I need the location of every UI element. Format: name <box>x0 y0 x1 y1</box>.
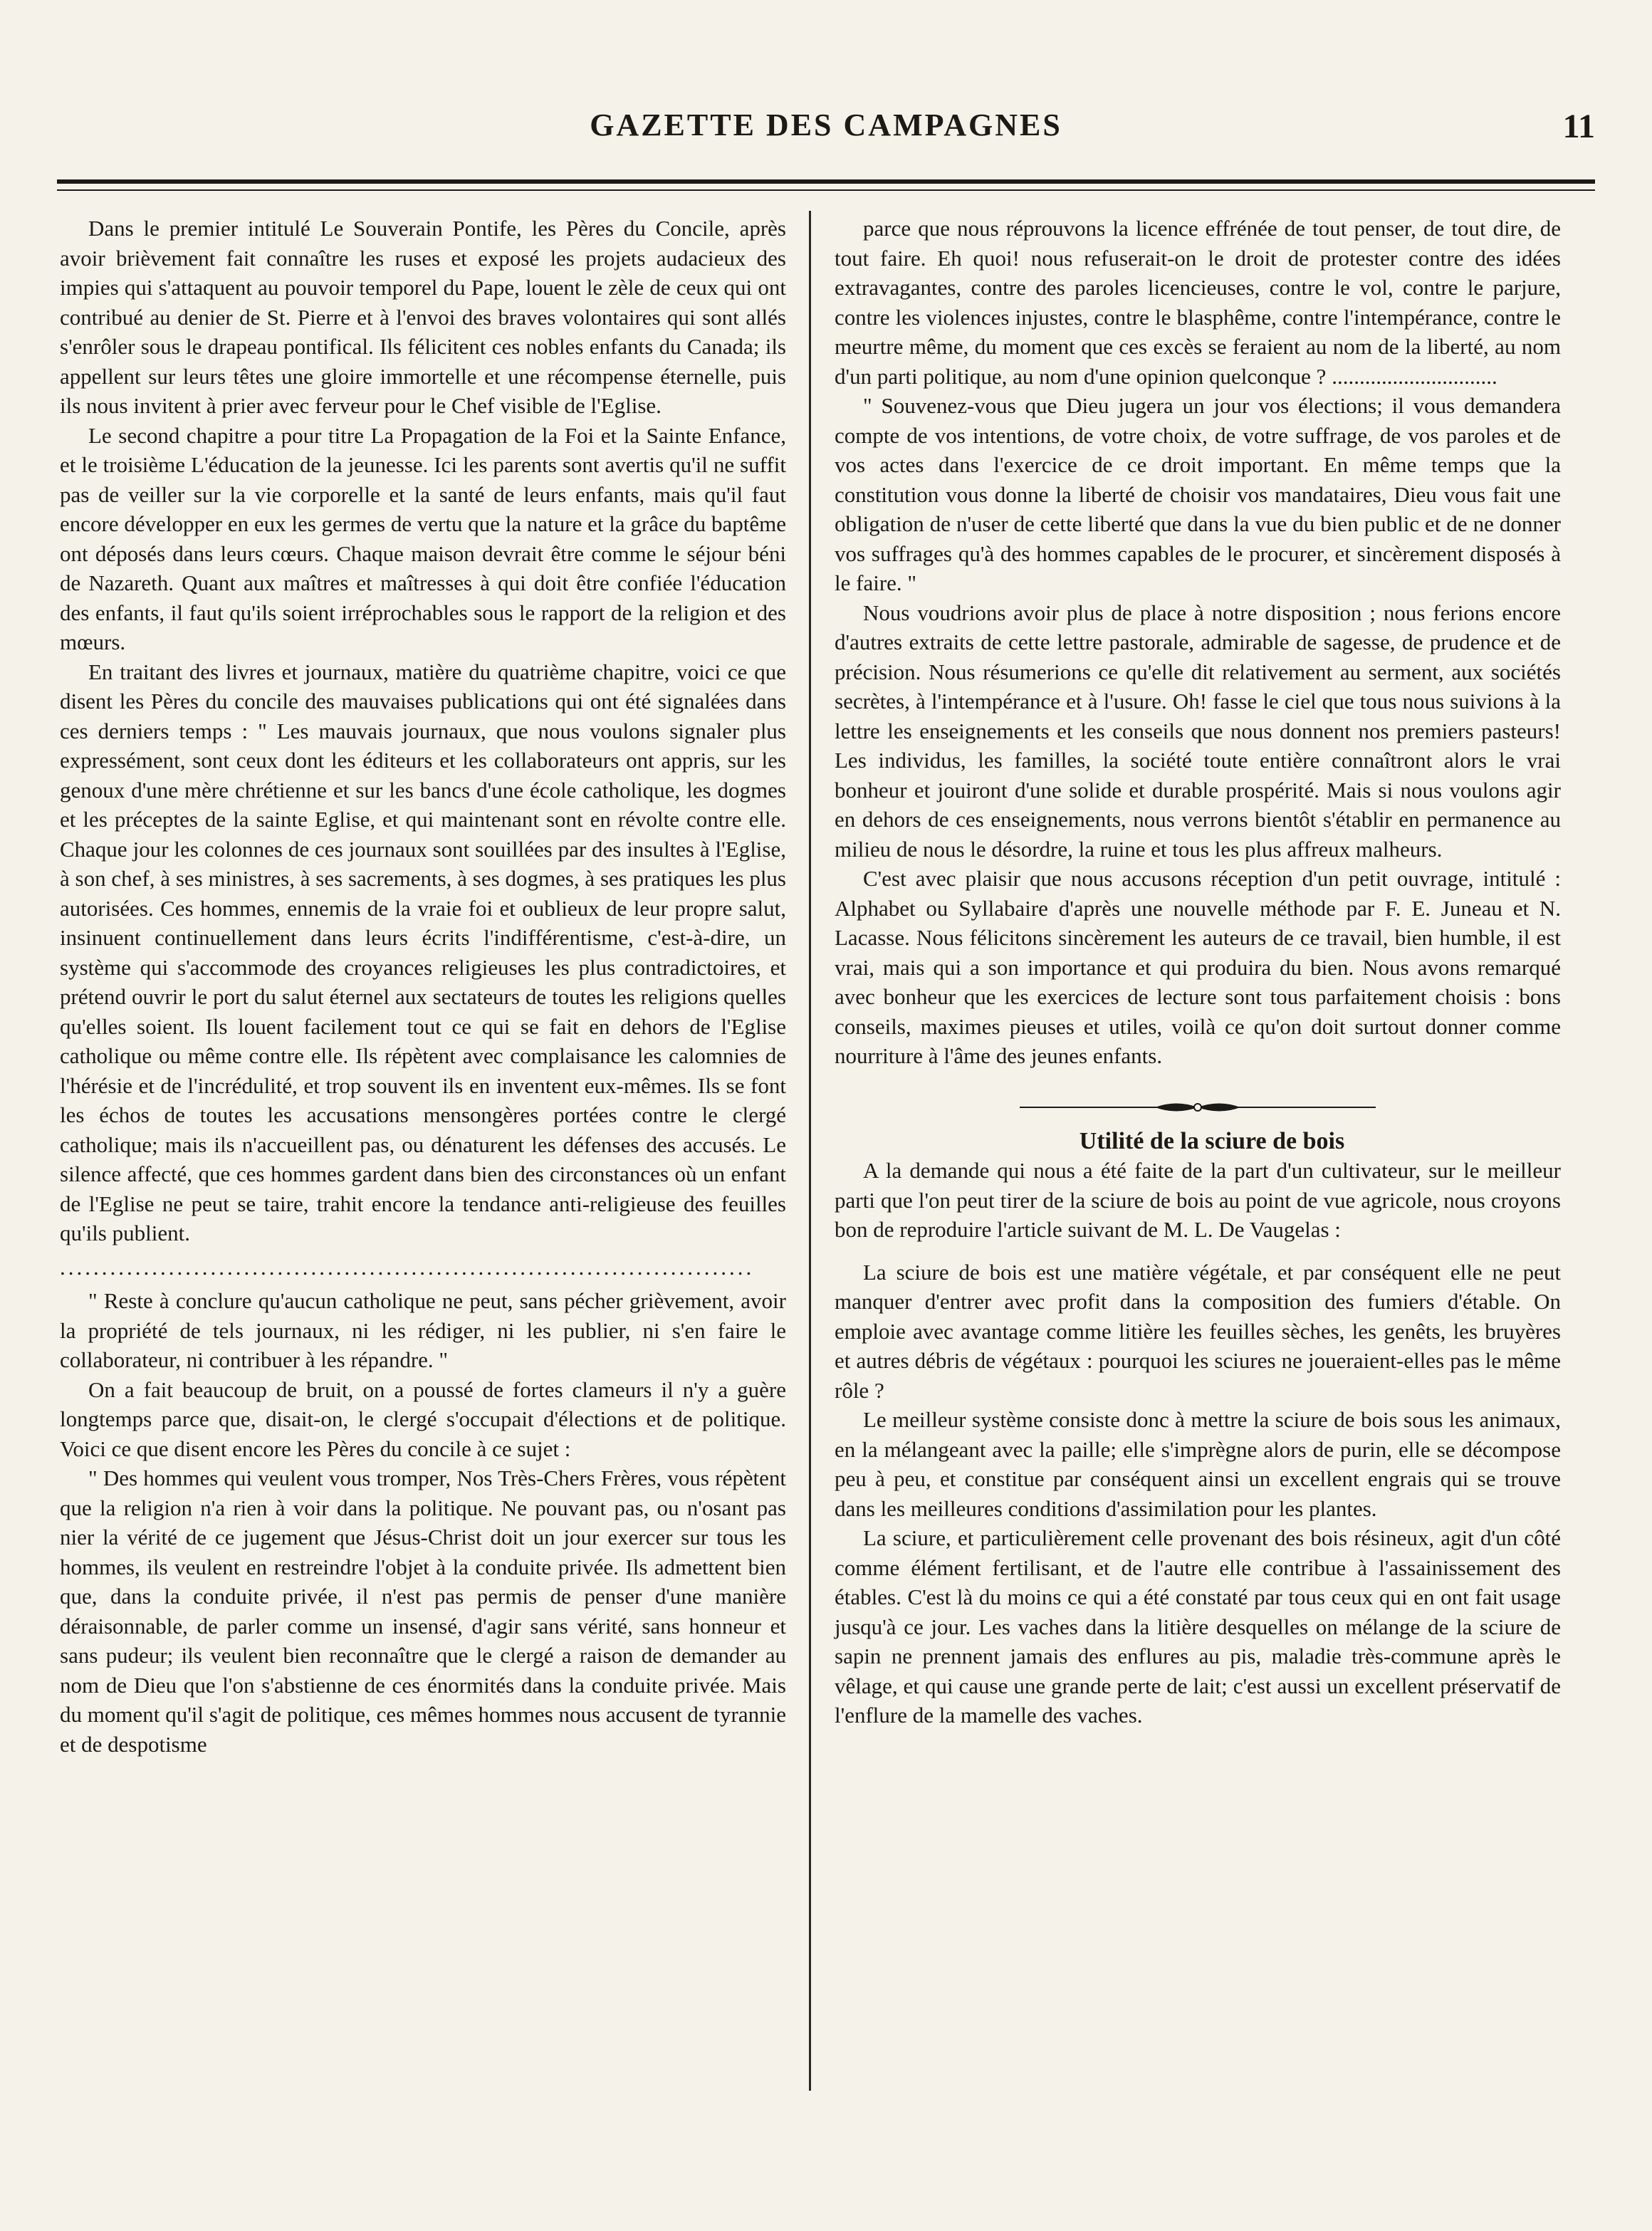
newspaper-title: GAZETTE DES CAMPAGNES <box>590 108 1062 142</box>
paragraph: A la demande qui nous a été faite de la part d'un cultivateur, sur le meilleur parti que l'on peut tirer de la sciure de bois au point de vue agricole, nous croyons bon de reproduire l'article suivant de M. L. De Vaugelas : <box>835 1158 1561 1242</box>
ellipsis-separator: ................................................................................... <box>60 1254 755 1280</box>
paragraph: parce que nous réprouvons la licence effrénée de tout penser, de tout dire, de tout faire. Eh quoi! nous refuserait-on le droit de protester contre des idées extravagantes, contre des paroles licencieuses, contre le vol, contre le parjure, contre les violences injustes, contre le blasphême, contre l'intempérance, contre le meurtre même, du moment que ces excès se feraient au nom de la liberté, au nom d'un parti politique, au nom d'une opinion quelconque ? .............................. <box>835 216 1561 389</box>
left-column <box>60 214 786 1759</box>
paragraph: La sciure, et particulièrement celle provenant des bois résineux, agit d'un côté comme élément fertilisant, et de l'autre elle contribue à l'assainissement des étables. C'est là du moins ce qui a été constaté par tous ceux qui en ont fait usage jusqu'à ce jour. Les vaches dans la litière desquelles on mélange de la sciure de sapin ne prennent jamais des enflures au pis, maladie très-commune après le vêlage, et qui cause une grande perte de lait; c'est aussi un excellent préservatif de l'enflure de la mamelle des vaches. <box>835 1525 1561 1728</box>
ornament-divider <box>1013 1098 1383 1117</box>
paragraph: " Des hommes qui veulent vous tromper, Nos Très-Chers Frères, vous répètent que la religion n'a rien à voir dans la politique. Ne pouvant pas, ou n'osant pas nier la vérité de ce jugement que Jésus-Christ doit un jour exercer sur tous les hommes, ils veulent en restreindre l'objet à la conduite privée. Ils admettent bien que, dans la conduite privée, il n'est pas permis de penser d'une manière déraisonnable, de parler comme un insensé, d'agir sans vérité, sans honneur et sans pudeur; ils veulent bien reconnaître que le clergé a raison de demander au nom de Dieu que l'on s'abstienne de ces énormités dans la conduite privée. Mais du moment qu'il s'agit de politique, ces mêmes hommes nous accusent de tyrannie et de despotisme <box>60 1465 786 1757</box>
paragraph: " Souvenez-vous que Dieu jugera un jour vos élections; il vous demandera compte de vos intentions, de votre choix, de votre suffrage, de vos paroles et de vos actes dans l'exercice de ce droit important. En même temps que la constitution vous donne la liberté de choisir vos mandataires, Dieu vous fait une obligation de n'user de cette liberté que dans la vue du bien public et de ne donner vos suffrages qu'à des hommes capables de le procurer, et sincèrement disposés à le faire. " <box>835 393 1561 595</box>
column-divider <box>809 211 811 2091</box>
paragraph: C'est avec plaisir que nous accusons réception d'un petit ouvrage, intitulé : Alphabet ou Syllabaire d'après une nouvelle méthode par F. E. Juneau et N. Lacasse. Nous félicitons sincèrement les auteurs de ce travail, bien humble, il est vrai, mais qui a son importance et qui produira du bien. Nous avons remarqué avec bonheur que les exercices de lecture sont tous parfaitement choisis : bons conseils, maximes pieuses et utiles, voilà ce qu'on doit surtout donner comme nourriture à l'âme des jeunes enfants. <box>835 866 1561 1068</box>
paragraph: Le meilleur système consiste donc à mettre la sciure de bois sous les animaux, en la mélangeant avec la paille; elle s'imprègne alors de purin, elle se décompose peu à peu, et constitue par conséquent ainsi un excellent engrais qui se trouve dans les meilleures conditions d'assimilation pour les plantes. <box>835 1407 1561 1521</box>
paragraph-gap <box>835 1245 1561 1258</box>
section-title: Utilité de la sciure de bois <box>1079 1127 1345 1154</box>
paragraph: On a fait beaucoup de bruit, on a poussé de fortes clameurs il n'y a guère longtemps parce que, disait-on, le clergé s'occupait d'élections et de politique. Voici ce que disent encore les Pères du concile à ce sujet : <box>60 1376 786 1461</box>
paragraph: La sciure de bois est une matière végétale, et par conséquent elle ne peut manquer d'entrer avec profit dans la composition des fumiers d'étable. On emploie avec avantage comme litière les feuilles sèches, les genêts, les bruyères et autres débris de végétaux : pourquoi les sciures ne joueraient-elles pas le même rôle ? <box>835 1259 1561 1403</box>
header-rule-thick <box>57 179 1595 184</box>
header-rule-thin <box>57 189 1595 191</box>
paragraph: Le second chapitre a pour titre La Propagation de la Foi et la Sainte Enfance, et le troisième L'éducation de la jeunesse. Ici les parents sont avertis qu'il ne suffit pas de veiller sur la vie corporelle et la santé de leurs enfants, mais qu'il faut encore développer en eux les germes de vertu que la nature et la grâce du baptême ont déposés dans leurs cœurs. Chaque maison devrait être comme le séjour béni de Nazareth. Quant aux maîtres et maîtresses à qui doit être confiée l'éducation des enfants, il faut qu'ils soient irréprochables sous le rapport de la religion et des mœurs. <box>60 422 786 654</box>
paragraph: Nous voudrions avoir plus de place à notre disposition ; nous ferions encore d'autres extraits de cette lettre pastorale, admirable de sagesse, de prudence et de précision. Nous résumerions ce qu'elle dit relativement au serment, aux sociétés secrètes, à l'intempérance et à l'usure. Oh! fasse le ciel que tous nous suivions à la lettre les enseignements et les conseils que nous donnent nos premiers pasteurs! Les individus, les familles, la société toute entière connaîtront alors le vrai bonheur et jouiront d'une solide et durable prospérité. Mais si nous voulons agir en dehors de ces enseignements, nous verrons bientôt s'établir en permanence au milieu de nous le désordre, la ruine et tous les plus affreux malheurs. <box>835 600 1561 862</box>
page-number: 11 <box>1562 108 1595 145</box>
paragraph: En traitant des livres et journaux, matière du quatrième chapitre, voici ce que disent les Pères du concile des mauvaises publications qui ont été signalées dans ces derniers temps : " Les mauvais journaux, que nous voulons signaler plus expressément, sont ceux dont les éditeurs et les collaborateurs ont appris, sur les genoux d'une mère chrétienne et sur les bancs d'une école catholique, les dogmes et les préceptes de la sainte Eglise, et qui maintenant sont en révolte contre elle. Chaque jour les colonnes de ces journaux sont souillées par des insultes à l'Eglise, à son chef, à ses ministres, à ses sacrements, à ses dogmes, à ses pratiques les plus autorisées. Ces hommes, ennemis de la vraie foi et oublieux de leur propre salut, insinuent continuellement dans leurs écrits l'indifférentisme, c'est-à-dire, un système qui s'accommode des croyances religieuses les plus contradictoires, et prétend ouvrir le port du salut éternel aux sectateurs de toutes les religions quelles qu'elles soient. Ils louent facilement tout ce qui se fait en dehors de l'Eglise catholique ou même contre elle. Ils répètent avec complaisance les calomnies de l'hérésie et de l'incrédulité, et trop souvent ils en inventent eux-mêmes. Ils se font les échos de toutes les accusations mensongères portées contre le clergé catholique; mais ils n'accueillent pas, ou dénaturent les défenses des accusés. Le silence affecté, que ces hommes gardent dans bien des circonstances où un enfant de l'Eglise ne peut se taire, trahit encore la tendance anti-religieuse des feuilles qu'ils publient. <box>60 659 786 1245</box>
right-column <box>835 214 1561 1730</box>
paragraph: " Reste à conclure qu'aucun catholique ne peut, sans pécher grièvement, avoir la propriété de tels journaux, ni les rédiger, ni les publier, ni s'en faire le collaborateur, ni contribuer à les répandre. " <box>60 1288 786 1372</box>
masthead <box>57 107 1595 150</box>
paragraph: Dans le premier intitulé Le Souverain Pontife, les Pères du Concile, après avoir brièvement fait connaître les ruses et exposé les projets audacieux des impies qui s'attaquent au pouvoir temporel du Pape, louent le zèle de ceux qui ont contribué au denier de St. Pierre et à l'envoi des braves volontaires qui sont allés s'enrôler sous le drapeau pontifical. Ils félicitent ces nobles enfants du Canada; ils appellent sur leurs têtes une gloire immortelle et une récompense éternelle, puis ils nous invitent à prier avec ferveur pour le Chef visible de l'Eglise. <box>60 216 786 418</box>
